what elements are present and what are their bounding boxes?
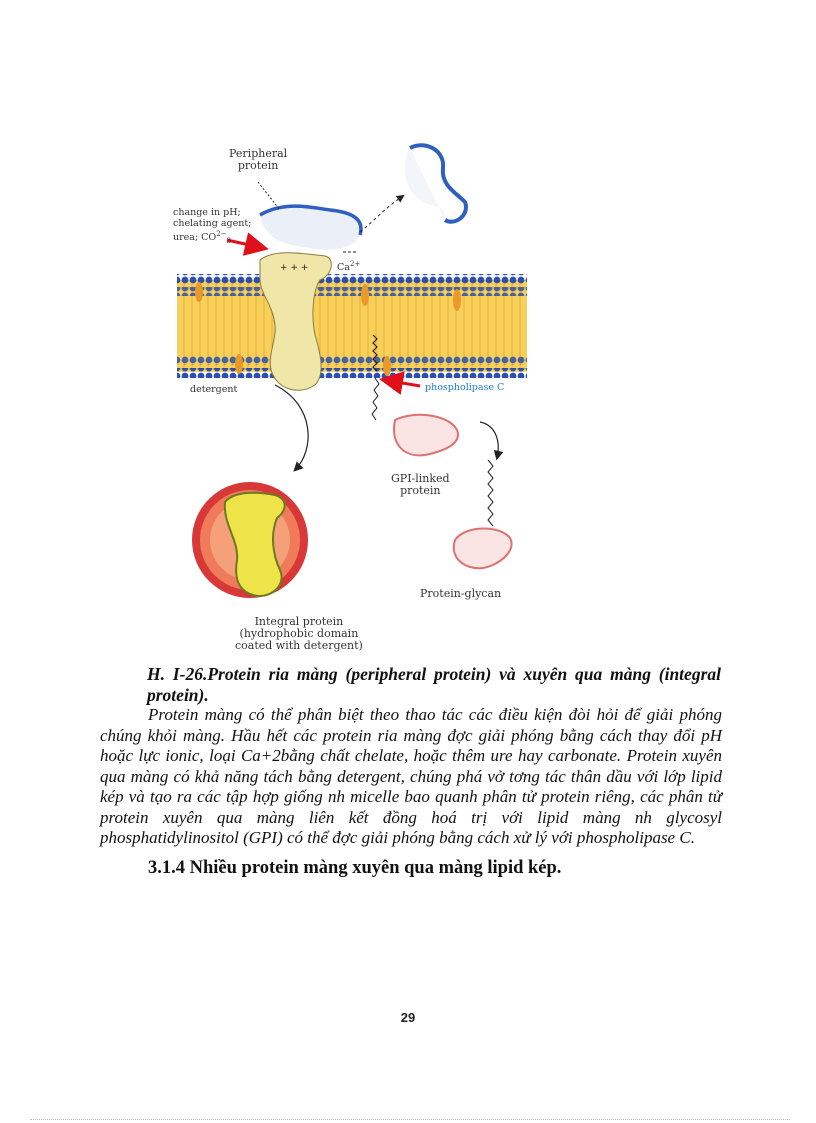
detergent-micelle (192, 482, 308, 598)
section-heading: 3.1.4 Nhiều protein màng xuyên qua màng lipid kép. (148, 858, 562, 878)
figure-caption: H. I-26.Protein ria màng (peripheral protein) và xuyên qua màng (integral protein). (147, 664, 721, 705)
calcium-label: $Ca^{2+}$ (337, 260, 361, 274)
protein-glycan-shape (454, 528, 512, 568)
gpi-linked-protein-label: GPI-linked protein (391, 472, 450, 497)
gpi-protein-shape (394, 415, 458, 456)
svg-text:+ + +: + + + (280, 263, 309, 273)
lipid-bilayer (177, 274, 527, 378)
membrane-protein-figure (165, 140, 545, 660)
integral-protein-label: Integral protein (hydrophobic domain coated with detergent) (235, 615, 363, 652)
protein-glycan-label: Protein-glycan (420, 587, 502, 600)
release-conditions-label: change in pH; chelating agent; urea; $CO^{2-}_3$ (173, 207, 252, 246)
phospholipase-c-label: phospholipase C (425, 382, 505, 393)
page-bottom-border (30, 1119, 790, 1120)
peripheral-protein-label: Peripheral protein (229, 147, 288, 172)
body-paragraph: Protein màng có thể phân biệt theo thao tác các điều kiện đòi hỏi để giải phóng chúng khỏi màng. Hầu hết các protein ria màng đợc giải phóng bằng cách thay đổi pH hoặc lực ionic, loại Ca+2bằng chất chelate, hoặc thêm ure hay carbonate. Protein xuyên qua màng có khả năng tách bằng detergent, chúng phá vở tơng tác thân dầu với lớp lipid kép và tạo ra các tập hợp giống nh micelle bao quanh phân tử protein riêng, các phân tử protein xuyên qua màng liên kết đồng hoá trị với lipid màng nh glycosyl phosphatidylinositol (GPI) có thể đợc giải phóng bằng cách xử lý với phospholipase C. (100, 705, 722, 847)
detergent-label: detergent (190, 384, 238, 395)
page-number: 29 (400, 1010, 416, 1025)
